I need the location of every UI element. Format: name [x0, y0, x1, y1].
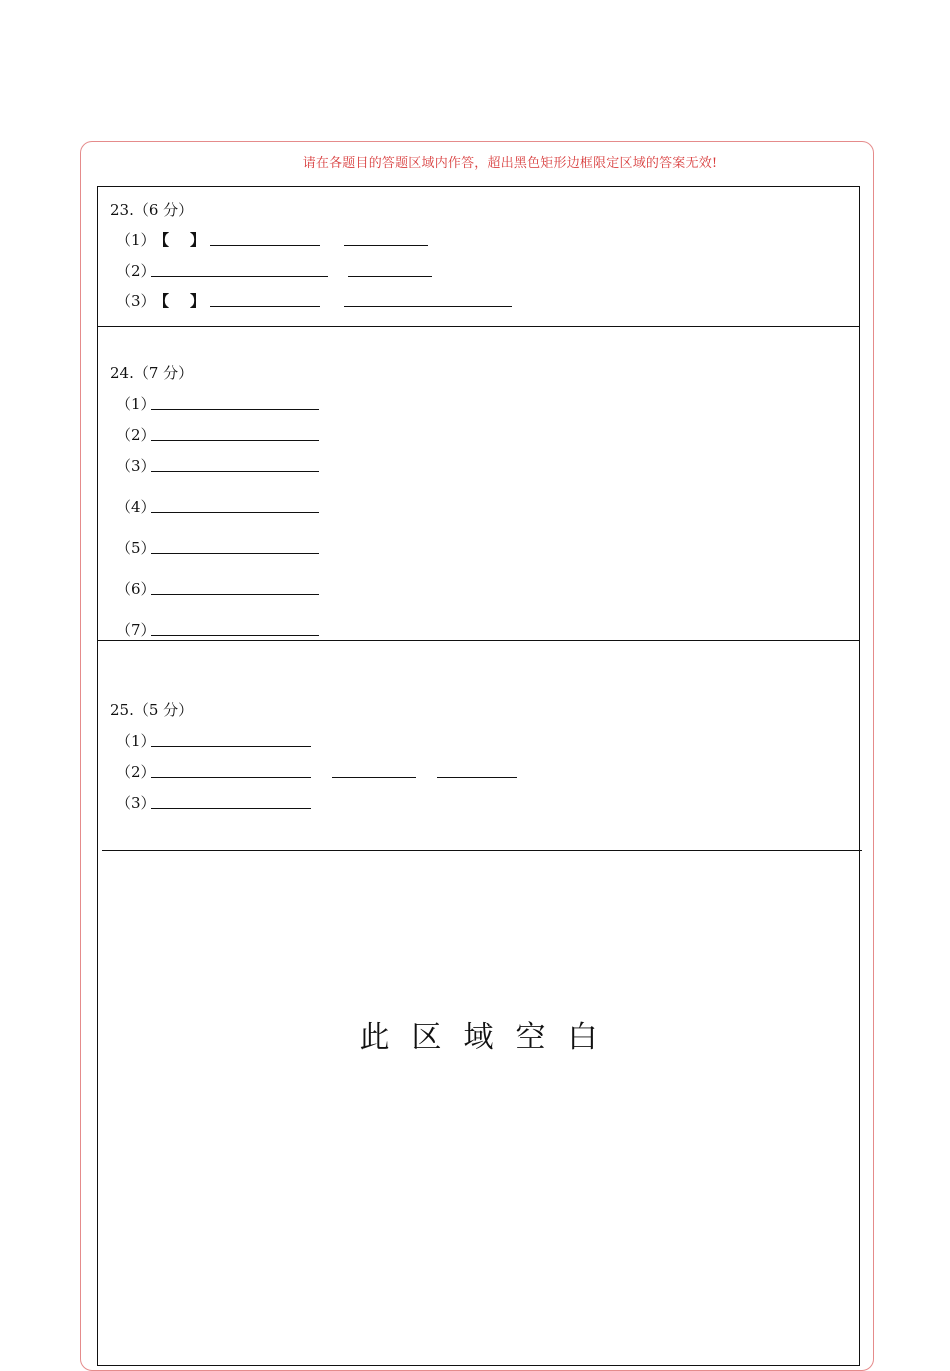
question-24-item-1	[116, 393, 336, 415]
answer-blank[interactable]	[151, 512, 319, 513]
answer-blank[interactable]	[210, 245, 320, 246]
question-25-item-2	[116, 761, 536, 783]
question-25-item-1	[116, 730, 336, 752]
answer-blank[interactable]	[151, 471, 319, 472]
item-label: （3）	[116, 292, 156, 310]
question-25-title: 25.（5 分）	[110, 701, 194, 719]
answer-blank[interactable]	[151, 746, 311, 747]
question-24-item-5	[116, 537, 336, 559]
answer-blank[interactable]	[344, 306, 512, 307]
answer-blank[interactable]	[332, 777, 416, 778]
question-24-item-6	[116, 578, 336, 600]
item-label: （1）	[116, 395, 156, 413]
choice-bracket-open: 【	[154, 231, 170, 249]
item-label: （5）	[116, 539, 156, 557]
answer-blank[interactable]	[348, 276, 432, 277]
item-label: （4）	[116, 498, 156, 516]
question-23-title: 23.（6 分）	[110, 201, 194, 219]
answer-blank[interactable]	[151, 409, 319, 410]
question-24-item-4	[116, 496, 336, 518]
question-23-item-1	[116, 229, 536, 251]
item-label: （7）	[116, 621, 156, 639]
choice-bracket-open: 【	[154, 292, 170, 310]
answer-blank[interactable]	[210, 306, 320, 307]
answer-blank[interactable]	[151, 808, 311, 809]
divider-23-24	[97, 326, 860, 327]
answer-area-warning: 请在各题目的答题区域内作答，超出黑色矩形边框限定区域的答案无效!	[302, 156, 718, 171]
answer-blank[interactable]	[151, 553, 319, 554]
question-24-item-7	[116, 619, 336, 641]
question-25-item-3	[116, 792, 336, 814]
question-23-item-2	[116, 260, 536, 282]
question-24-item-2	[116, 424, 336, 446]
blank-area-label: 此区域空白	[359, 1020, 620, 1055]
item-label: （2）	[116, 262, 156, 280]
question-24-title: 24.（7 分）	[110, 364, 194, 382]
item-label: （1）	[116, 231, 156, 249]
answer-blank[interactable]	[151, 276, 328, 277]
choice-bracket-close: 】	[190, 292, 206, 310]
question-23-item-3	[116, 290, 536, 312]
item-label: （3）	[116, 794, 156, 812]
answer-blank[interactable]	[151, 777, 311, 778]
answer-blank[interactable]	[151, 594, 319, 595]
item-label: （2）	[116, 763, 156, 781]
question-24-item-3	[116, 455, 336, 477]
choice-bracket-close: 】	[190, 231, 206, 249]
item-label: （1）	[116, 732, 156, 750]
answer-blank[interactable]	[344, 245, 428, 246]
divider-25-blank	[102, 850, 862, 851]
item-label: （6）	[116, 580, 156, 598]
item-label: （3）	[116, 457, 156, 475]
item-label: （2）	[116, 426, 156, 444]
answer-blank[interactable]	[151, 440, 319, 441]
answer-blank[interactable]	[151, 635, 319, 636]
answer-blank[interactable]	[437, 777, 517, 778]
